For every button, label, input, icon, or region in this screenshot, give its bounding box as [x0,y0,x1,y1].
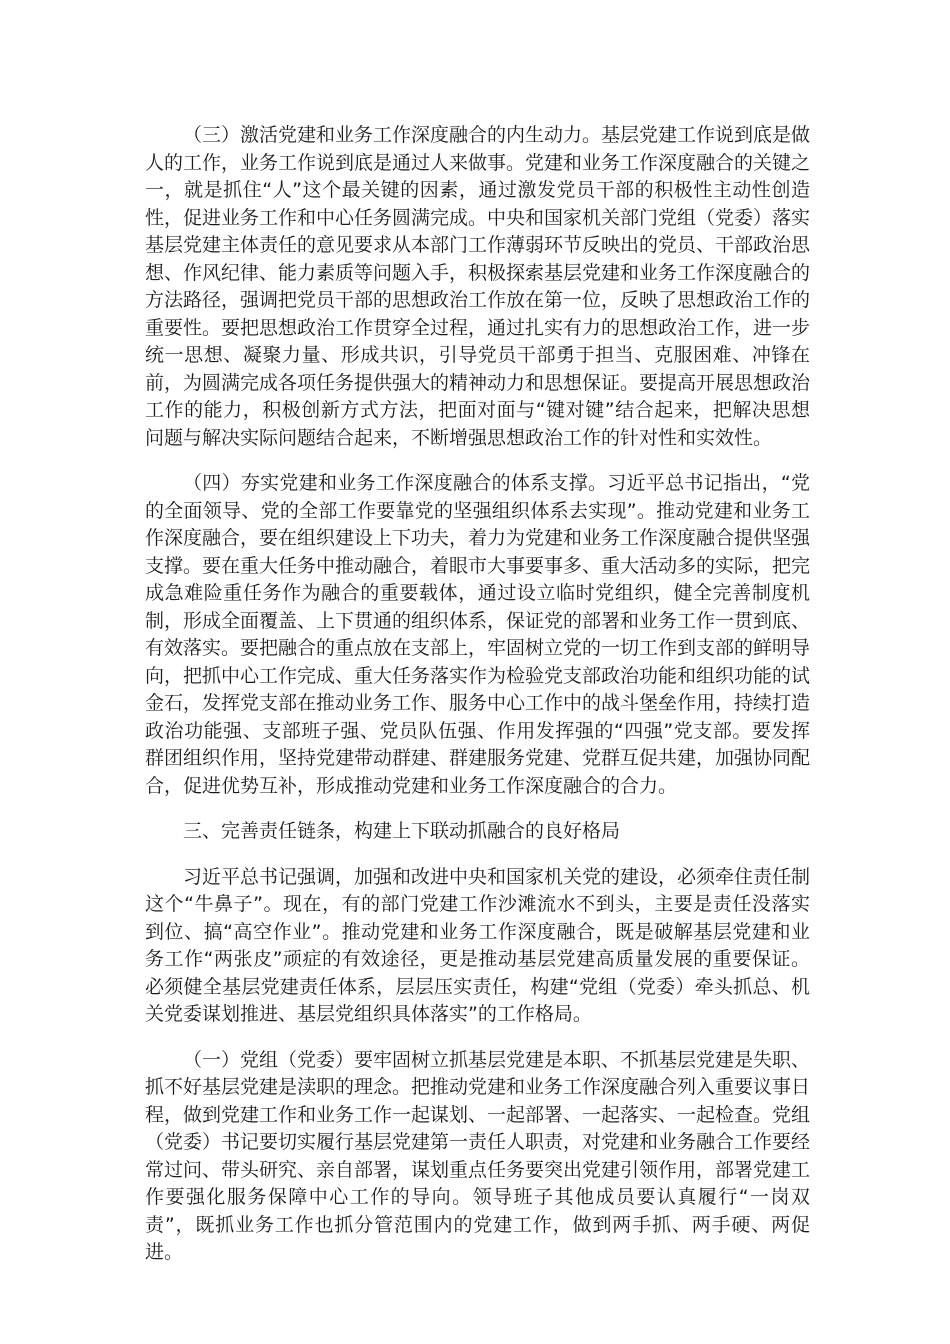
paragraph-responsibility-system: 习近平总书记强调，加强和改进中央和国家机关党的建设，必须牵住责任制这个“牛鼻子”。现在，有的部门党建工作沙滩流水不到头，主要是责任没落实到位、搞“高空作业”。推动党建和业务工作深度融合，既是破解基层党建和业务工作“两张皮”顽症的有效途径，更是推动基层党建高质量发展的重要保证。必须健全基层党建责任体系，层层压实责任，构建“党组（党委）牵头抓总、机关党委谋划推进、基层党组织具体落实”的工作格局。 [145,865,811,1025]
paragraph-three-inner-motivation: （三）激活党建和业务工作深度融合的内生动力。基层党建工作说到底是做人的工作，业务工作说到底是通过人来做事。党建和业务工作深度融合的关键之一，就是抓住“人”这个最关键的因素，通过激发党员干部的积极性主动性创造性，促进业务工作和中心任务圆满完成。中央和国家机关部门党组（党委）落实基层党建主体责任的意见要求从本部门工作薄弱环节反映出的党员、干部政治思想、作风纪律、能力素质等问题入手，积极探索基层党建和业务工作深度融合的方法路径，强调把党员干部的思想政治工作放在第一位，反映了思想政治工作的重要性。要把思想政治工作贯穿全过程，通过扎实有力的思想政治工作，进一步统一思想、凝聚力量、形成共识，引导党员干部勇于担当、克服困难、冲锋在前，为圆满完成各项任务提供强大的精神动力和思想保证。要提高开展思想政治工作的能力，积极创新方式方法，把面对面与“键对键”结合起来，把解决思想问题与解决实际问题结合起来，不断增强思想政治工作的针对性和实效性。 [145,124,811,449]
paragraph-one-party-group: （一）党组（党委）要牢固树立抓基层党建是本职、不抓基层党建是失职、抓不好基层党建是渎职的理念。把推动党建和业务工作深度融合列入重要议事日程，做到党建工作和业务工作一起谋划、一起部署、一起落实、一起检查。党组（党委）书记要切实履行基层党建第一责任人职责，对党建和业务融合工作要经常过问、带头研究、亲自部署，谋划重点任务要突出党建引领作用，部署党建工作要强化服务保障中心工作的导向。领导班子其他成员要认真履行“一岗双责”，既抓业务工作也抓分管范围内的党建工作，做到两手抓、两手硬、两促进。 [145,1048,811,1263]
paragraph-four-system-support: （四）夯实党建和业务工作深度融合的体系支撑。习近平总书记指出，“党的全面领导、党的全部工作要靠党的坚强组织体系去实现”。推动党建和业务工作深度融合，要在组织建设上下功夫，着力为党建和业务工作深度融合提供坚强支撑。要在重大任务中推动融合，着眼市大事要事多、重大活动多的实际，把完成急难险重任务作为融合的重要载体，通过设立临时党组织，健全完善制度机制，形成全面覆盖、上下贯通的组织体系，保证党的部署和业务工作一贯到底、有效落实。要把融合的重点放在支部上，牢固树立党的一切工作到支部的鲜明导向，把抓中心工作完成、重大任务落实作为检验党支部政治功能和组织功能的试金石，发挥党支部在推动业务工作、服务中心工作中的战斗堡垒作用，持续打造政治功能强、支部班子强、党员队伍强、作用发挥强的“四强”党支部。要发挥群团组织作用，坚持党建带动群建、群建服务党建、党群互促共建，加强协同配合，促进优势互补，形成推动党建和业务工作深度融合的合力。 [145,472,811,797]
document-body [145,122,810,1285]
section-heading-responsibility-chain: 三、完善责任链条，构建上下联动抓融合的良好格局 [183,820,621,842]
